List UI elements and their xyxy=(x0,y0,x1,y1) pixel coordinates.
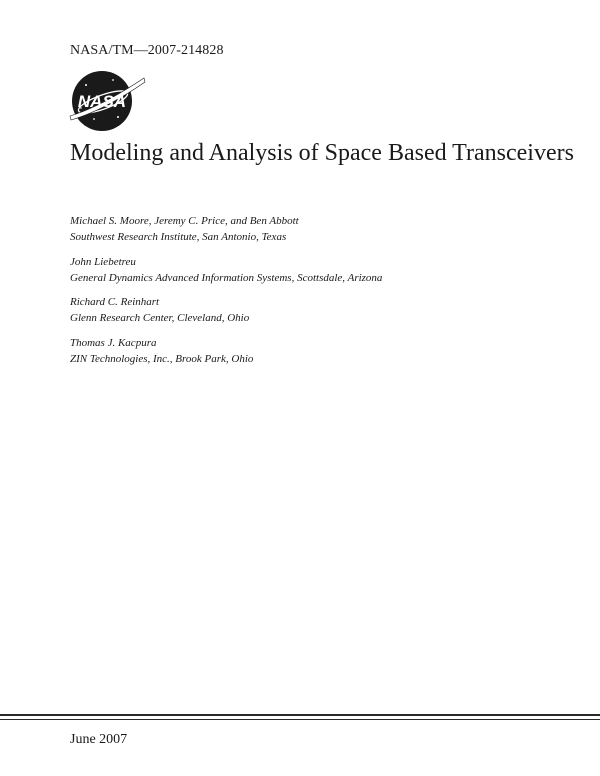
author-affiliation: Southwest Research Institute, San Antonio, Texas xyxy=(70,231,287,243)
author-names: Richard C. Reinhart xyxy=(70,296,160,308)
footer-rule-thin xyxy=(0,719,600,720)
document-title: Modeling and Analysis of Space Based Transceivers xyxy=(70,140,574,166)
author-block xyxy=(70,213,570,254)
author-list xyxy=(70,213,570,375)
publication-date: June 2007 xyxy=(70,732,128,747)
author-affiliation: General Dynamics Advanced Information Systems, Scottsdale, Arizona xyxy=(70,271,383,284)
nasa-meatball-icon xyxy=(66,70,146,132)
author-block xyxy=(70,335,570,376)
author-block xyxy=(70,254,570,295)
report-number: NASA/TM—2007-214828 xyxy=(70,43,224,58)
author-names: John Liebetreu xyxy=(70,255,136,268)
author-block xyxy=(70,294,570,335)
author-names: Thomas J. Kacpura xyxy=(70,336,157,349)
logo-wordmark: NASA xyxy=(77,92,127,111)
nasa-logo xyxy=(66,70,146,132)
author-affiliation: Glenn Research Center, Cleveland, Ohio xyxy=(70,312,250,324)
author-names: Michael S. Moore, Jeremy C. Price, and Ben Abbott xyxy=(70,215,299,227)
author-affiliation: ZIN Technologies, Inc., Brook Park, Ohio xyxy=(70,352,254,365)
footer-rule-thick xyxy=(0,714,600,716)
